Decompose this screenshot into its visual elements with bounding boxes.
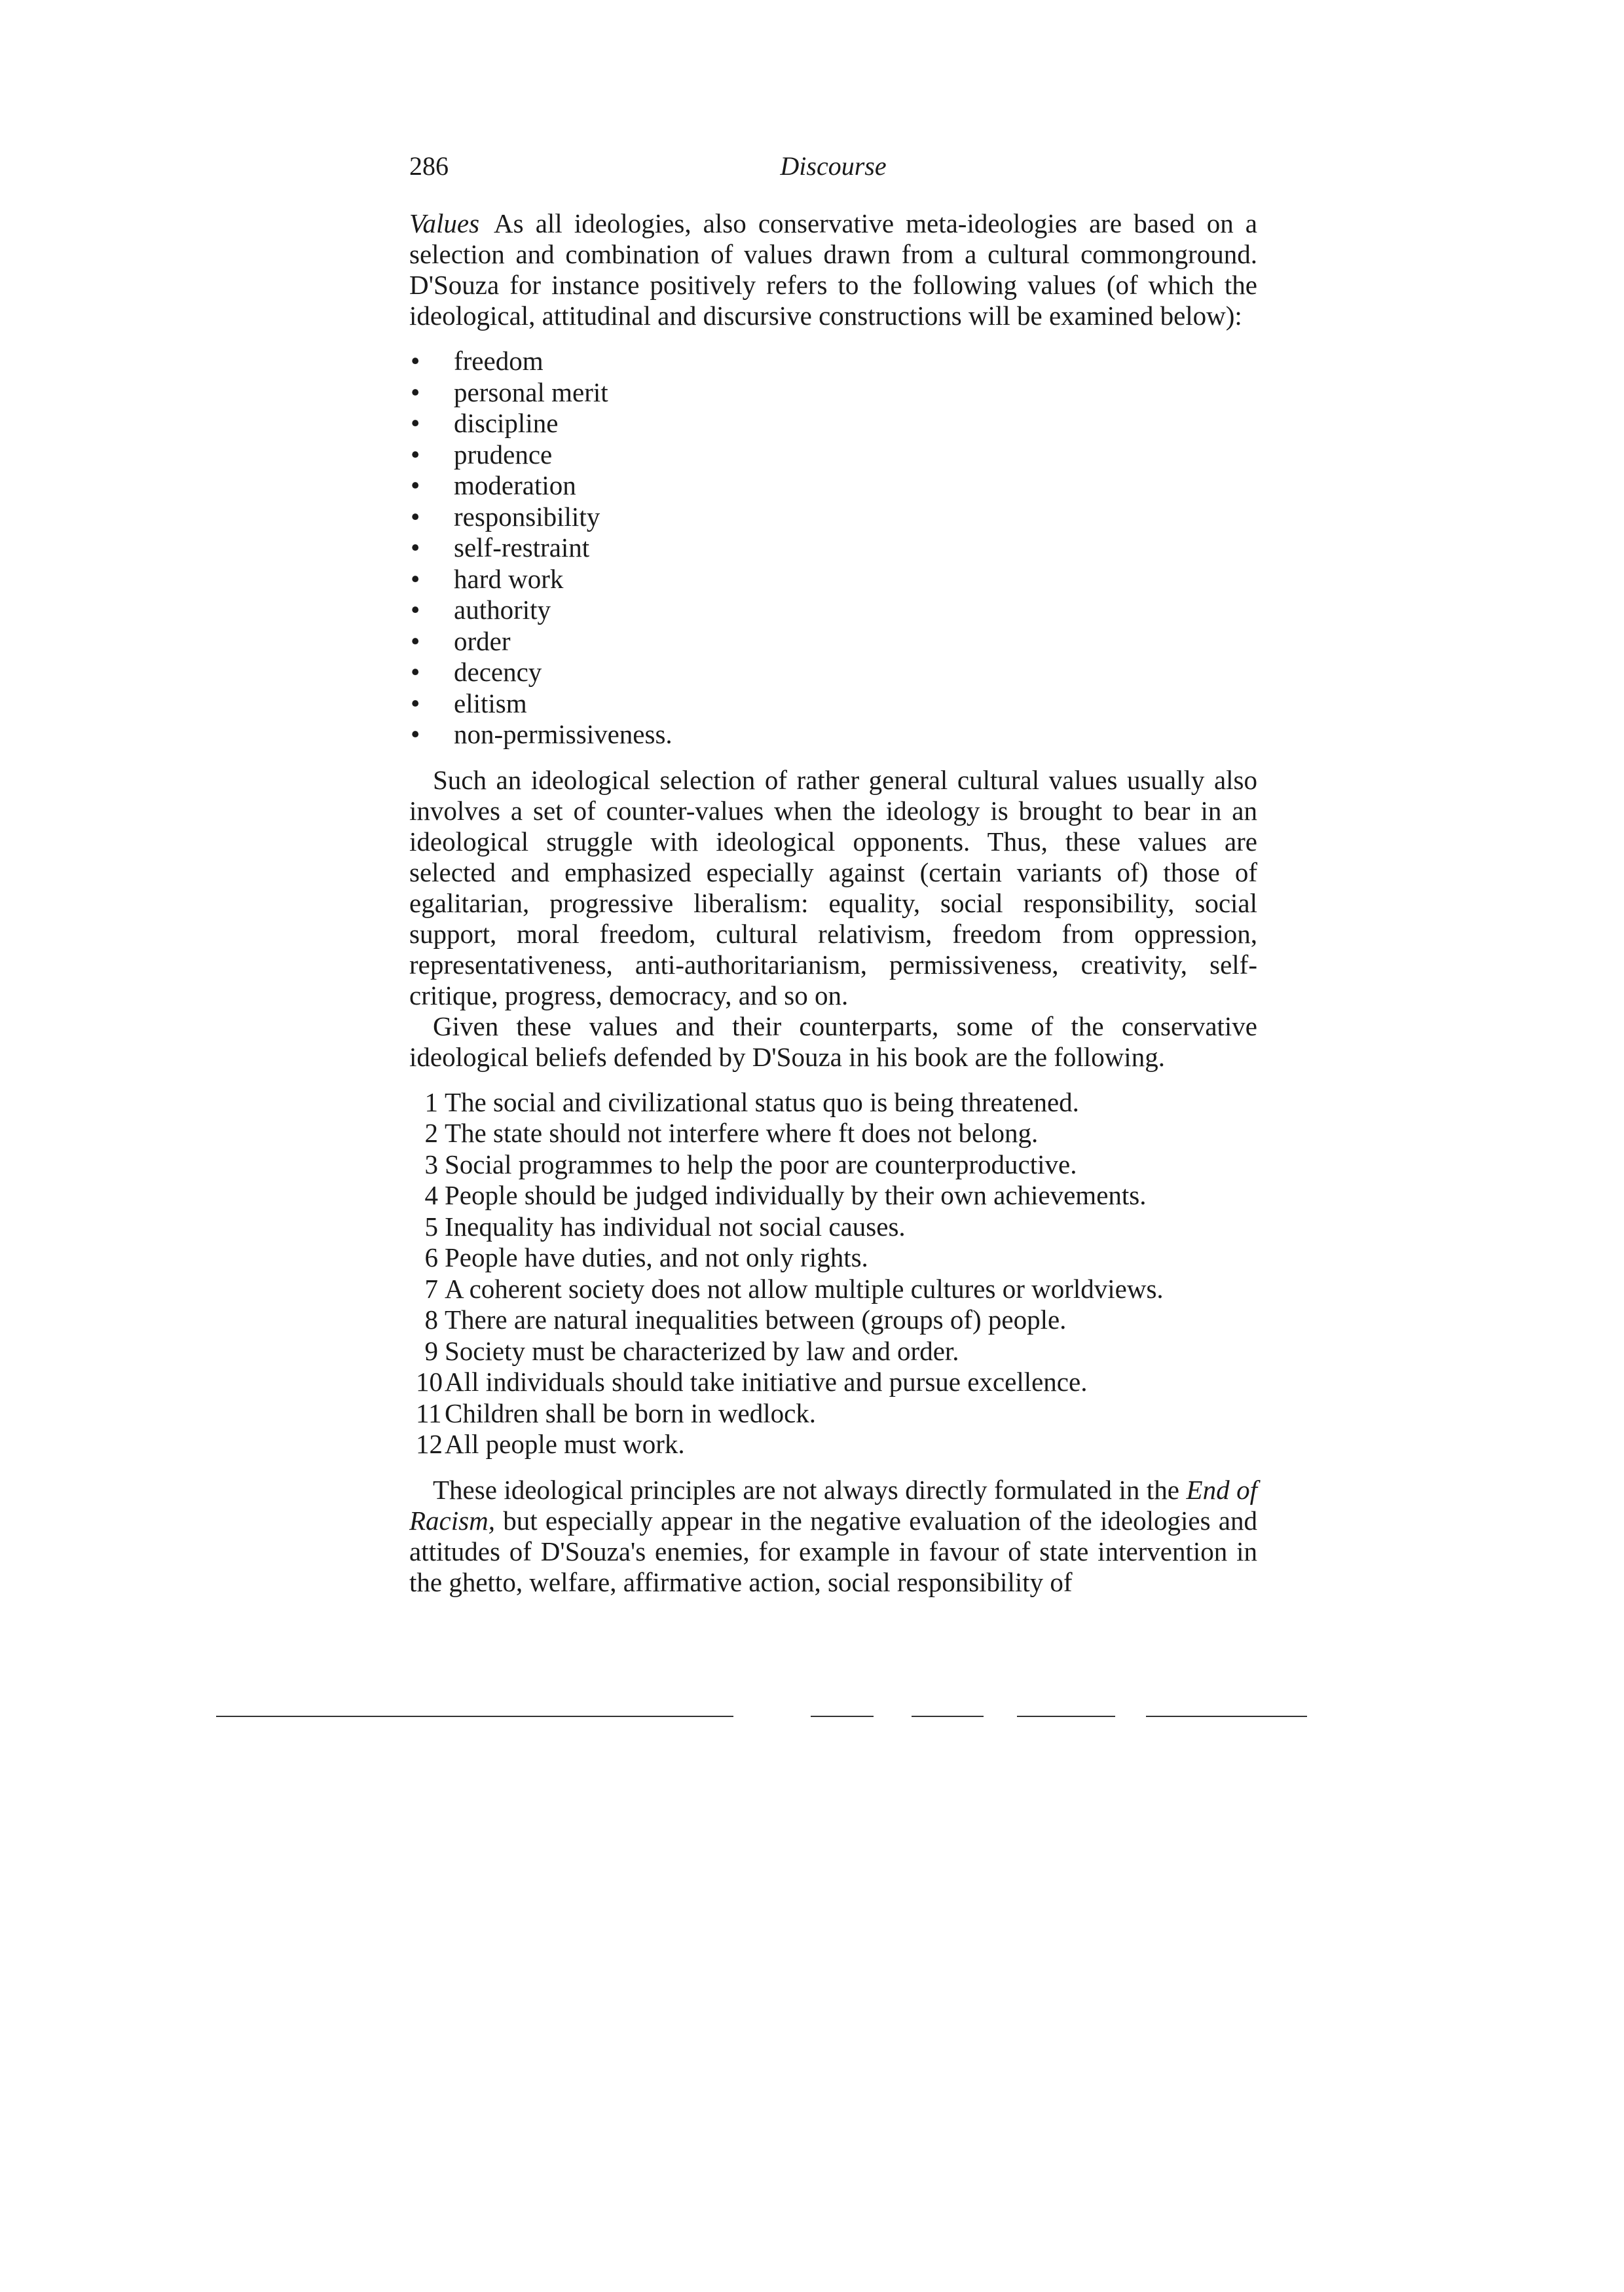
item-number: 2 [424,1118,438,1148]
item-text: Children shall be born in wedlock. [445,1397,817,1428]
list-item: • elitism [409,688,1257,720]
item-number: 12 [416,1429,443,1459]
list-item [416,1180,1257,1211]
item-number: 5 [424,1211,438,1242]
item-number: 7 [424,1273,438,1304]
list-item [416,1398,1257,1430]
list-item [416,1367,1257,1398]
item-text: Inequality has individual not social causes. [445,1211,906,1242]
closing-paragraph [409,1475,1257,1598]
values-list [409,346,1257,750]
intro-text: As all ideologies, also conservative meta-ideologies are based on a selection and combination of values drawn from a cultural commonground. D'Souza for instance positively refers to the following values (of which the ideological, attitudinal and discursive constructions will be examined below): [409,208,1257,331]
section-lead-word: Values [409,208,480,238]
list-item [416,1211,1257,1243]
list-item [416,1118,1257,1149]
list-item: • responsibility [409,502,1257,533]
item-text: Social programmes to help the poor are counterproductive. [445,1149,1077,1179]
list-item: • decency [409,657,1257,688]
item-text: All people must work. [445,1429,685,1459]
list-item: • personal merit [409,377,1257,409]
list-item: • self-restraint [409,532,1257,564]
list-item [416,1429,1257,1460]
footer-rules [0,1716,1624,1718]
footer-rule [811,1716,874,1717]
beliefs-list [416,1087,1257,1460]
item-number: 11 [416,1397,442,1428]
item-number: 6 [424,1242,438,1272]
item-number: 1 [424,1086,438,1117]
list-item [416,1274,1257,1305]
item-text: People have duties, and not only rights. [445,1242,868,1272]
footer-rule [216,1716,733,1717]
beliefs-intro-paragraph: Given these values and their counterparts, some of the conservative ideological beliefs defended by D'Souza in his book are the following. [409,1010,1257,1072]
closing-text-end: but especially appear in the negative evaluation of the ideologies and attitudes of D'Souza's enemies, for example in favour of state intervention in the ghetto, welfare, affirmative action, social responsibility of [409,1505,1257,1597]
list-item: • freedom [409,346,1257,377]
intro-paragraph [409,208,1257,331]
closing-text-start: These ideological principles are not always directly formulated in the [433,1474,1179,1505]
list-item: • moderation [409,470,1257,502]
item-number: 3 [424,1149,438,1179]
list-item: • hard work [409,564,1257,595]
list-item [416,1087,1257,1118]
item-text: All individuals should take initiative and pursue excellence. [445,1367,1088,1397]
list-item [416,1149,1257,1181]
item-number: 10 [416,1367,443,1397]
list-item: • non-permissiveness. [409,719,1257,750]
item-text: People should be judged individually by their own achievements. [445,1180,1147,1210]
footer-rule [1146,1716,1307,1717]
footer-rule [912,1716,984,1717]
item-number: 9 [424,1335,438,1366]
book-title: End of Racism, [409,1474,1258,1536]
list-item [416,1304,1257,1336]
list-item [416,1336,1257,1367]
counter-values-paragraph: Such an ideological selection of rather general cultural values usually also involves a set of counter-values when the ideology is brought to bear in an ideological struggle with ideological opponents. Thus, these values are selected and emphasized especially against (certain variants of) those of egalitarian, progressive liberalism: equality, social responsibility, social support, moral freedom, cultural relativism, freedom from oppression, representativeness, anti-authoritarianism, permissiveness, creativity, self-critique, progress, democracy, and so on. [409,764,1257,1010]
list-item: • authority [409,595,1257,626]
item-text: A coherent society does not allow multiple cultures or worldviews. [445,1273,1164,1304]
list-item: • order [409,626,1257,657]
page-header [409,151,1257,190]
list-item [416,1242,1257,1274]
page-number: 286 [409,151,449,181]
item-number: 4 [424,1180,438,1210]
item-text: Society must be characterized by law and order. [445,1335,959,1366]
item-text: The social and civilizational status quo is being threatened. [445,1086,1079,1117]
item-number: 8 [424,1304,438,1335]
footer-rule [1017,1716,1115,1717]
document-page [409,151,1257,1598]
item-text: There are natural inequalities between (groups of) people. [445,1304,1067,1335]
item-text: The state should not interfere where ft does not belong. [445,1118,1039,1148]
list-item: • discipline [409,408,1257,439]
running-head: Discourse [780,151,887,181]
list-item: • prudence [409,439,1257,471]
